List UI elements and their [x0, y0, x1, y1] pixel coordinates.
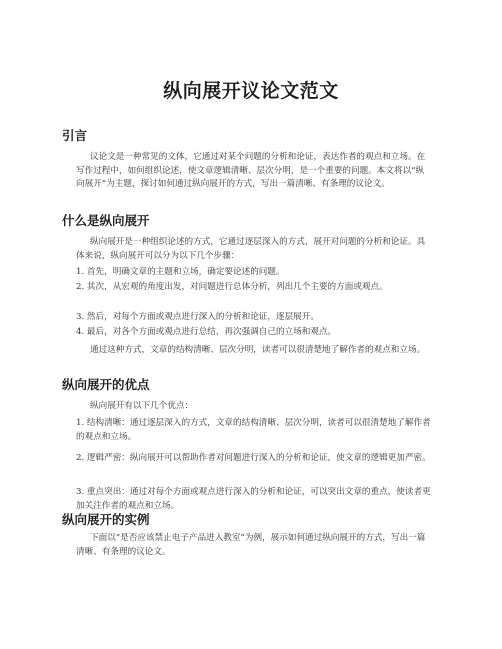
- paragraph-intro: 议论文是一种常见的文体，它通过对某个问题的分析和论证，表达作者的观点和立场。在写作过程中，如何组织论述，使文章逻辑清晰、层次分明，是一个重要的问题。本文将以“纵向展开”为主题，探讨如何通过纵向展开的方式，写出一篇清晰、有条理的议论文。: [76, 152, 426, 190]
- list-item: 2. 其次，从宏观的角度出发，对问题进行总体分析，列出几个主要的方面或观点。: [76, 282, 388, 292]
- heading-advantages: 纵向展开的优点: [62, 377, 150, 392]
- heading-what-is: 什么是纵向展开: [62, 213, 150, 228]
- paragraph-what-is-intro: 纵向展开是一种组织论述的方式，它通过逐层深入的方式，展开对问题的分析和论证。具体来说，纵向展开可以分为以下几个步骤：: [76, 237, 426, 261]
- paragraph-advantages-intro: 纵向展开有以下几个优点：: [90, 401, 194, 411]
- list-item: 3. 然后，对每个方面或观点进行深入的分析和论证，逐层展开。: [76, 312, 319, 322]
- list-item: 1. 结构清晰：通过逐层深入的方式，文章的结构清晰、层次分明，读者可以很清楚地了解作者的观点和立场。: [76, 418, 431, 442]
- paragraph-example-intro: 下面以“是否应该禁止电子产品进入教室”为例，展示如何通过纵向展开的方式，写出一篇清晰、有条理的议论文。: [76, 533, 426, 557]
- list-item: 4. 最后，对各个方面或观点进行总结，再次强调自己的立场和观点。: [76, 327, 337, 337]
- document-title: 纵向展开议论文范文: [163, 80, 339, 102]
- list-item: 3. 重点突出：通过对每个方面或观点进行深入的分析和论证，可以突出文章的重点，使读者更加关注作者的观点和立场。: [76, 487, 431, 511]
- list-item: 2. 逻辑严密：纵向展开可以帮助作者对问题进行深入的分析和论证，使文章的逻辑更加严密。: [76, 453, 431, 463]
- paragraph-what-is-outro: 通过这种方式，文章的结构清晰、层次分明，读者可以很清楚地了解作者的观点和立场。: [90, 345, 426, 355]
- heading-example: 纵向展开的实例: [62, 512, 150, 527]
- list-item: 1. 首先，明确文章的主题和立场，确定要论述的问题。: [76, 267, 285, 277]
- heading-intro: 引言: [62, 128, 88, 143]
